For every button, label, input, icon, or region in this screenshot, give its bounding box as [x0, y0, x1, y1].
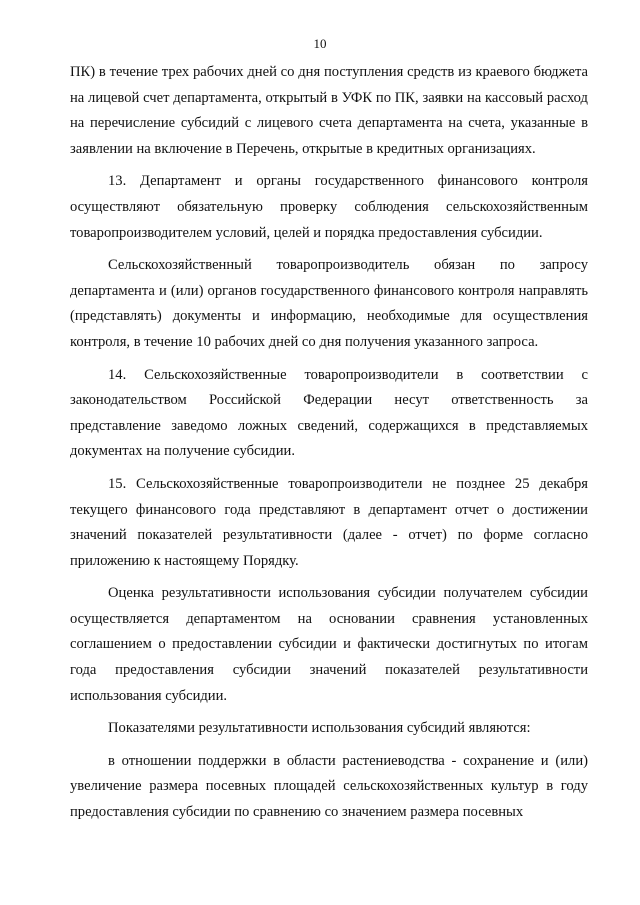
paragraph-producer-obligation: Сельскохозяйственный товаропроизводитель обязан по запросу департамента и (или) органов государственного финансового контроля направлять (представлять) документы и информацию, необходимые для осуществления контроля, в течение 10 рабочих дней со дня получения указанного запроса.: [70, 257, 588, 350]
paragraph-13: 13. Департамент и органы государственного финансового контроля осуществляют обязательную проверку соблюдения сельскохозяйственным товаропроизводителем условий, целей и порядка предоставления субсидии.: [70, 173, 588, 241]
paragraph-continuation: ПК) в течение трех рабочих дней со дня поступления средств из краевого бюджета на лицевой счет департамента, открытый в УФК по ПК, заявки на кассовый расход на перечисление субсидий с лицевого счета департамента на счета, указанные в заявлении на включение в Перечень, открытые в кредитных организациях.: [70, 64, 588, 157]
paragraph-crop-indicator: в отношении поддержки в области растениеводства - сохранение и (или) увеличение размера посевных площадей сельскохозяйственных культур в году предоставления субсидии по сравнению со значением размера посевных: [70, 752, 588, 821]
document-body: [70, 60, 588, 833]
paragraph-indicators-intro: Показателями результативности использования субсидий являются:: [108, 720, 531, 737]
page-number: 10: [313, 36, 327, 51]
paragraph-evaluation: Оценка результативности использования субсидии получателем субсидии осуществляется департаментом на основании сравнения установленных соглашением о предоставлении субсидии и фактически достигнутых по итогам года предоставления субсидии значений показателей результативности использования субсидии.: [70, 585, 588, 704]
paragraph-14: 14. Сельскохозяйственные товаропроизводители в соответствии с законодательством Российской Федерации несут ответственность за представление заведомо ложных сведений, содержащихся в представляемых документах на получение субсидии.: [70, 366, 588, 460]
paragraph-15: 15. Сельскохозяйственные товаропроизводители не позднее 25 декабря текущего финансового года представляют в департамент отчет о достижении значений показателей результативности (далее - отчет) по форме согласно приложению к настоящему Порядку.: [70, 475, 588, 569]
